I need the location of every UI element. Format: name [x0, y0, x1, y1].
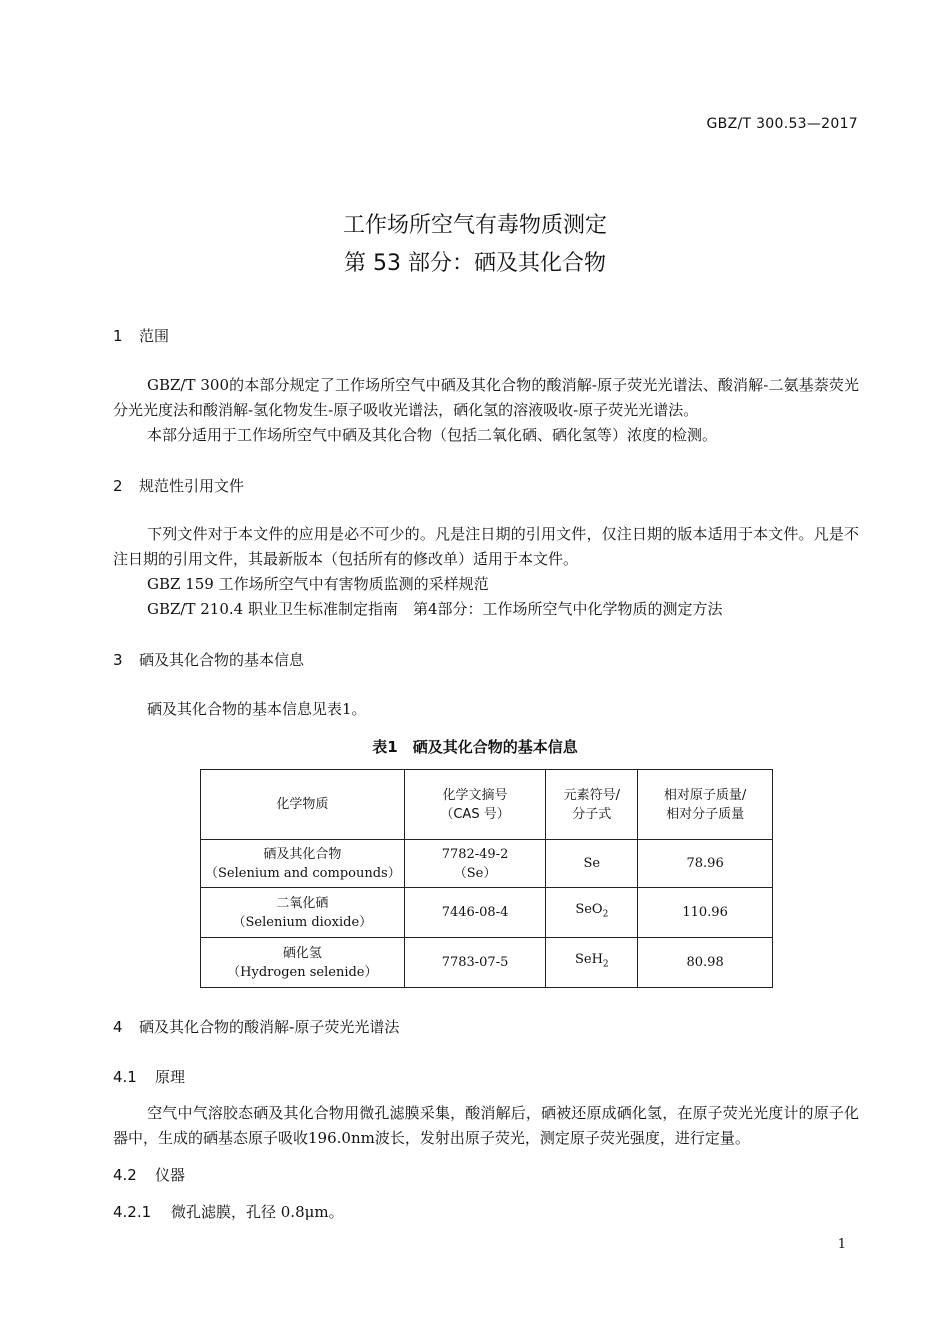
- section-title: 规范性引用文件: [139, 477, 245, 495]
- header-mass: 相对原子质量/ 相对分子质量: [638, 770, 773, 840]
- table-caption: 表1 硒及其化合物的基本信息: [372, 738, 578, 756]
- cell-mass: 78.96: [638, 840, 773, 888]
- section-number: 3: [113, 651, 123, 669]
- section-number: 2: [113, 477, 123, 495]
- cell-formula: SeO$_2$: [546, 888, 638, 938]
- section-4-2-heading: [113, 1164, 185, 1185]
- paragraph-text: 下列文件对于本文件的应用是必不可少的。凡是注日期的引用文件，仅注日期的版本适用于本文件。凡是不注日期的引用文件，其最新版本（包括所有的修改单）适用于本文件。: [113, 525, 859, 568]
- header-chemical: 化学物质: [201, 770, 405, 840]
- section-number: 4.2: [113, 1166, 137, 1184]
- paragraph-text: 空气中气溶胶态硒及其化合物用微孔滤膜采集，酸消解后，硒被还原成硒化氢，在原子荧光光度计的原子化器中，生成的硒基态原子吸收196.0nm波长，发射出原子荧光，测定原子荧光强度，进行定量。: [113, 1104, 859, 1147]
- cell-formula: Se: [546, 840, 638, 888]
- table-header-row: [201, 770, 773, 840]
- section-4-heading: [113, 1016, 399, 1037]
- paragraph-text: GBZ/T 300的本部分规定了工作场所空气中硒及其化合物的酸消解-原子荧光光谱法、酸消解-二氨基萘荧光分光光度法和酸消解-氢化物发生-原子吸收光谱法，硒化氢的溶液吸收-原子荧光光谱法。: [113, 376, 859, 419]
- cell-formula: SeH$_2$: [546, 938, 638, 988]
- page-number: 1: [837, 1237, 846, 1252]
- section-4-1-heading: [113, 1066, 185, 1087]
- section-3-heading: [113, 649, 304, 670]
- section-2-paragraph-1: [113, 522, 859, 572]
- section-number: 4.2.1: [113, 1203, 152, 1221]
- section-1-paragraph-1: [113, 373, 859, 423]
- section-title: 硒及其化合物的酸消解-原子荧光光谱法: [139, 1018, 400, 1036]
- header-formula: 元素符号/ 分子式: [546, 770, 638, 840]
- section-title: 硒及其化合物的基本信息: [139, 651, 305, 669]
- section-number: 4: [113, 1018, 123, 1036]
- document-title: 工作场所空气有毒物质测定: [342, 213, 607, 238]
- normative-reference-1: GBZ 159 工作场所空气中有害物质监测的采样规范: [147, 575, 489, 593]
- item-text: 微孔滤膜，孔径 0.8μm。: [171, 1203, 344, 1221]
- section-title: 仪器: [155, 1166, 186, 1184]
- normative-reference-2: GBZ/T 210.4 职业卫生标准制定指南 第4部分：工作场所空气中化学物质的测定方法: [147, 600, 723, 618]
- section-1-paragraph-2: [113, 423, 859, 448]
- section-2-heading: [113, 475, 244, 496]
- table-row: [201, 888, 773, 938]
- section-4-2-1-item: [113, 1201, 344, 1222]
- cell-cas: 7782-49-2 （Se）: [404, 840, 546, 888]
- standard-code: GBZ/T 300.53—2017: [706, 116, 858, 132]
- section-3-paragraph-1: 硒及其化合物的基本信息见表1。: [147, 700, 367, 718]
- cell-mass: 80.98: [638, 938, 773, 988]
- cell-mass: 110.96: [638, 888, 773, 938]
- header-cas: 化学文摘号 （CAS 号）: [404, 770, 546, 840]
- section-title: 范围: [139, 327, 170, 345]
- basic-info-table: [200, 769, 773, 988]
- document-subtitle: 第 53 部分：硒及其化合物: [344, 251, 606, 276]
- section-number: 1: [113, 327, 123, 345]
- section-title: 原理: [155, 1068, 186, 1086]
- table-row: [201, 840, 773, 888]
- cell-chemical: 硒及其化合物 （Selenium and compounds）: [201, 840, 405, 888]
- section-1-heading: [113, 325, 169, 346]
- section-4-1-paragraph: [113, 1101, 859, 1151]
- cell-cas: 7446-08-4: [404, 888, 546, 938]
- cell-cas: 7783-07-5: [404, 938, 546, 988]
- cell-chemical: 硒化氢 （Hydrogen selenide）: [201, 938, 405, 988]
- section-number: 4.1: [113, 1068, 137, 1086]
- cell-chemical: 二氧化硒 （Selenium dioxide）: [201, 888, 405, 938]
- table-row: [201, 938, 773, 988]
- paragraph-text: 本部分适用于工作场所空气中硒及其化合物（包括二氧化硒、硒化氢等）浓度的检测。: [147, 426, 718, 444]
